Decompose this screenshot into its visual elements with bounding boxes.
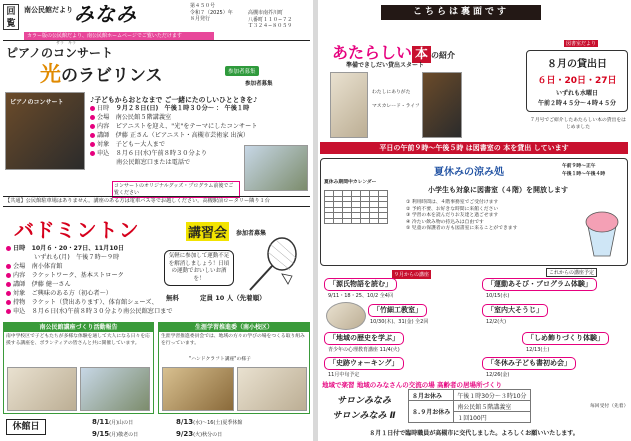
piano-title-b: コンサート <box>53 46 114 60</box>
holiday-1: 8/11(月)山の日 <box>92 418 134 426</box>
badminton-title-main: バドミントン <box>14 218 140 242</box>
salon-time: 午後１時30分〜３時10分 <box>454 390 530 401</box>
events-header: ９月からの講座 <box>394 272 430 278</box>
august-lending-time: 午前２時４５分〜４時４５分 <box>537 100 616 107</box>
badminton-speech-bubble: 気軽に参加して運動不足を解消しましょう！日頃の運動でおいしいお酒を！ <box>164 250 234 286</box>
event-kakizome: 「冬休み子ども書初め会」 <box>482 357 576 370</box>
piano-row-date: 日時 ９月２８日(日) 午後１時３０分〜 ： 午後１時 <box>90 104 250 113</box>
salon-table <box>408 389 531 423</box>
piano-goods-note: コンサートのオリジナルグッズ・プログラム前後でご覧ください <box>112 181 240 198</box>
activity-photo-1 <box>7 367 77 411</box>
event-cleaning-sub: 12/2(火) <box>486 319 507 325</box>
piano-title-hikari: 光 <box>40 61 61 86</box>
piano-row-venue: 会場 南公民館５階講義室 <box>90 113 250 122</box>
book-title-1: わたしにありがた <box>372 90 411 95</box>
summer-note-2: ② 予約不要、お好きな時間に来館ください <box>406 206 499 212</box>
address-line-2: 八番町１１０−７２ <box>248 16 293 23</box>
salon-day-1: ８月お休み <box>409 390 454 401</box>
bullet-icon <box>6 300 11 305</box>
book-title-2: マスカレード・ライフ <box>372 104 420 109</box>
holiday-2: 8/13(水)〜16(土)夏季休館 <box>176 418 243 426</box>
bullet-icon <box>90 124 95 129</box>
issue-number: 第４５０号 <box>190 3 216 9</box>
event-bamboo-sub: 10/30(木)、31(金) 全2回 <box>370 319 429 325</box>
badminton-row-venue: 会場 南小体育館 <box>6 262 156 271</box>
bullet-icon <box>6 291 11 296</box>
event-shimekazari-sub: 12/13(土) <box>526 347 550 353</box>
august-lending-note: ７月号でご紹介したあたらしい本の貸出をはじめました <box>530 118 626 130</box>
event-walking: 「史跡ウォーキング」 <box>324 357 404 370</box>
badminton-row-content: 内容 ラケットワーク、基本ストローク <box>6 271 156 280</box>
footer-note: ８月１日付で臨時職員が高槻市に交代しました。よろしくお願いいたします。 <box>369 430 579 437</box>
lifelong-learning-text: 生涯学習推進委員会では、地域の方々の学びの場をつくる取り組みを行っています。 <box>161 334 305 346</box>
calendar-title: 夏休み期間中カレンダー <box>324 180 377 185</box>
piano-recruit-tag-2: 参加者募集 <box>245 81 273 87</box>
august-lending-title: ８月の貸出日 <box>547 59 607 70</box>
phone-line: Ｔ３２４−８０５９ <box>248 23 293 29</box>
badminton-row-items: 持物 ラケット（貸出あります）、体育館シューズ、 <box>6 298 156 307</box>
badminton-row-apply: 申込 ８月６日(水)午前８時３０分より南公民館窓口まで <box>6 307 156 316</box>
salon-name-1: サロンみなみ <box>336 396 391 406</box>
newbook-title-b: の紹介 <box>431 51 456 60</box>
activity-report-header: 南公民館講座づくり活動報告 <box>4 323 153 332</box>
bullet-icon <box>90 142 95 147</box>
badminton-capacity: 定員 10 人（先着順） <box>200 294 266 302</box>
event-genji-sub: 9/11・18・25、10/2 全4回 <box>328 293 393 299</box>
salon-count: 毎回受付（先着） <box>590 404 629 409</box>
badminton-row-target: 対象 ご興味のある方（初心者〜） <box>6 289 156 298</box>
summer-notes <box>406 200 570 233</box>
newsletter-subtitle: 南公民館だより <box>24 6 73 14</box>
salon-header: 地域で楽習 地域のみなさんの交流の場 高齢者の居場所づくり <box>322 381 503 389</box>
events-tag: これからの講座予定 <box>546 268 597 277</box>
event-history-sub: 青少年の心理教育講座 11/4(火) <box>328 347 400 353</box>
salon-venue: 南公民館５階講義室 <box>454 401 530 412</box>
bullet-icon <box>90 115 95 120</box>
badminton-recruit-tag: 参加者募集 <box>236 230 267 237</box>
kairan-badge: 回覧 <box>3 4 19 30</box>
piano-title-a: ピアノの <box>6 46 54 60</box>
summer-hours-a: 午前９時〜正午 <box>562 164 596 169</box>
address-line: 高槻市南芥川町 <box>248 10 284 16</box>
badminton-fee: 無料 <box>166 294 179 302</box>
summer-note-3: ③ 学習の本を読んだりお友達と過ごせます <box>406 213 499 218</box>
masthead-divider <box>3 40 310 41</box>
library-tag: 図書室だより <box>566 41 597 47</box>
lifelong-learning-caption: "ハンドクラフト講座"の様子 <box>189 357 251 362</box>
activity-report-box <box>3 322 154 414</box>
weekday-lending-band: 平日の午前９時〜午後５時 は図書室の 本を貸出 しています <box>320 142 628 154</box>
issue-info <box>190 3 250 23</box>
event-exercise: 「運動あそび・プログラム体験」 <box>482 278 597 291</box>
piano-row-teacher: 講師 伊藤 正さん（ピアニスト・高槻市芸術家 出演） <box>90 131 250 140</box>
summer-note-4: ④ 冷たい飲み物の持込みは自由です <box>406 219 484 225</box>
piano-photo <box>5 92 85 170</box>
back-page <box>318 0 631 441</box>
badminton-racket-illustration <box>242 236 304 294</box>
back-page-header: こちらは裏面です <box>381 5 541 20</box>
piano-title-line2 <box>40 58 163 88</box>
summer-target: 小学生も対象に図書室（４階）を開放します <box>428 186 568 194</box>
august-lending-box <box>526 50 628 112</box>
front-page <box>0 0 313 441</box>
bullet-icon <box>90 151 95 156</box>
lifelong-photo-1 <box>162 367 234 411</box>
piano-row-content: 内容 ピアニストを迎え、"光"をテーマにしたコンサート <box>90 122 250 131</box>
color-version-banner: カラー版の公民館だより、南公民館ホームページでご覧いただけます <box>24 32 214 40</box>
newbook-title-a: あたらしい <box>332 43 413 62</box>
summer-title: 夏休みの涼み処 <box>434 167 504 178</box>
activity-report-text: 南中学校区で子どもたちが多様な体験を通して大人になる日々を応援する講座を、ボランティアの皆さんと共に開催しています。 <box>6 334 150 346</box>
newbook-subtitle: 準備できしだい貸出スタート <box>346 62 425 69</box>
event-history: 「地域の歴史を学ぶ」 <box>324 332 404 345</box>
summer-calendar <box>324 190 388 224</box>
bullet-icon <box>6 273 11 278</box>
activity-photo-2 <box>80 367 150 411</box>
holiday-label: 休館日 <box>6 419 46 435</box>
salon-day-2: ８.９月お休み <box>409 401 454 423</box>
bullet-icon <box>6 246 11 251</box>
issue-date: 令和７（2025）年 <box>190 9 233 16</box>
event-kakizome-sub: 12/26(金) <box>486 372 510 378</box>
badminton-row-date: 日時 10月６・20・27日、11月10日 <box>6 244 156 253</box>
event-exercise-sub: 10/15(水) <box>486 293 510 299</box>
piano-row-apply: 申込 ８月６日(水)午前８時３０分より <box>90 149 250 158</box>
newsletter-title: みなみ <box>74 2 137 26</box>
lifelong-learning-box <box>158 322 310 414</box>
august-lending-dates: ６日・20日・27日 <box>537 76 617 86</box>
badminton-title <box>14 214 140 243</box>
event-cleaning: 「室内大そうじ」 <box>482 304 548 317</box>
badminton-row-date-2: いずれも(月) 午後７時〜９時 <box>34 254 120 261</box>
bullet-icon <box>6 282 11 287</box>
event-walking-sub: 11月中旬予定 <box>328 372 360 378</box>
issue-month: ８月発行 <box>190 16 211 22</box>
event-genji: 「源氏物語を読む」 <box>324 278 397 291</box>
piano-catchphrase: ♪子どもからおとなまで ご一緒にたのしいひとときを♪ <box>90 96 258 104</box>
august-lending-weekday: いずれも水曜日 <box>555 90 598 97</box>
summer-note-5: ⑤ 児童の保護者の方も図書室に来ることができます <box>406 226 518 231</box>
salon-name-2: サロンみなみ Ⅱ <box>332 411 396 421</box>
summer-note-1: ① 利用時間は、４階事務室でご受付けます <box>406 200 499 205</box>
event-bamboo-photo <box>326 302 366 330</box>
newbook-title-hon: 本 <box>412 46 431 63</box>
book-cover-2 <box>422 72 462 138</box>
piano-ruby: サラ キラ <box>56 40 76 45</box>
piano-row-target: 対象 子ども〜大人まで <box>90 140 250 149</box>
bullet-icon <box>90 133 95 138</box>
lifelong-photo-2 <box>237 367 307 411</box>
summer-illustration <box>580 198 624 260</box>
lifelong-learning-header: 生涯学習推進委（南小校区） <box>159 323 309 332</box>
piano-details <box>90 104 258 167</box>
piano-row-apply-2: 南公民館窓口または電話で <box>116 159 191 166</box>
event-shimekazari: 「しめ飾りづくり体験」 <box>522 332 609 345</box>
piano-flyer-image <box>244 145 308 191</box>
bullet-icon <box>6 309 11 314</box>
bullet-icon <box>6 264 11 269</box>
common-note: 【共通】公民館駐車場はありません。講座のある方は電車バス等でお越しください。高槻駅前ロータリー隣り１台 <box>3 196 310 207</box>
badminton-row-teacher: 講師 伊藤 健一さん <box>6 280 156 289</box>
bullet-icon <box>90 106 95 111</box>
holiday-3: 9/15(月)敬老の日 <box>92 430 139 438</box>
badminton-kouza: 講習会 <box>186 222 229 241</box>
holiday-4: 9/23(火)秋分の日 <box>176 430 223 438</box>
piano-recruit-tag: 参加者募集 <box>225 66 259 76</box>
address-block <box>248 10 310 30</box>
piano-photo-caption: ピアノのコンサート <box>10 99 64 106</box>
shaved-ice-icon <box>580 198 624 260</box>
piano-title-c: のラビリンス <box>61 66 163 86</box>
event-bamboo: 「竹細工教室」 <box>368 304 427 317</box>
salon-fee: １回100円 <box>454 412 530 423</box>
summer-hours-b: 午後１時〜午後４時 <box>562 172 606 177</box>
book-cover-1 <box>330 72 368 138</box>
racket-icon <box>242 236 304 294</box>
